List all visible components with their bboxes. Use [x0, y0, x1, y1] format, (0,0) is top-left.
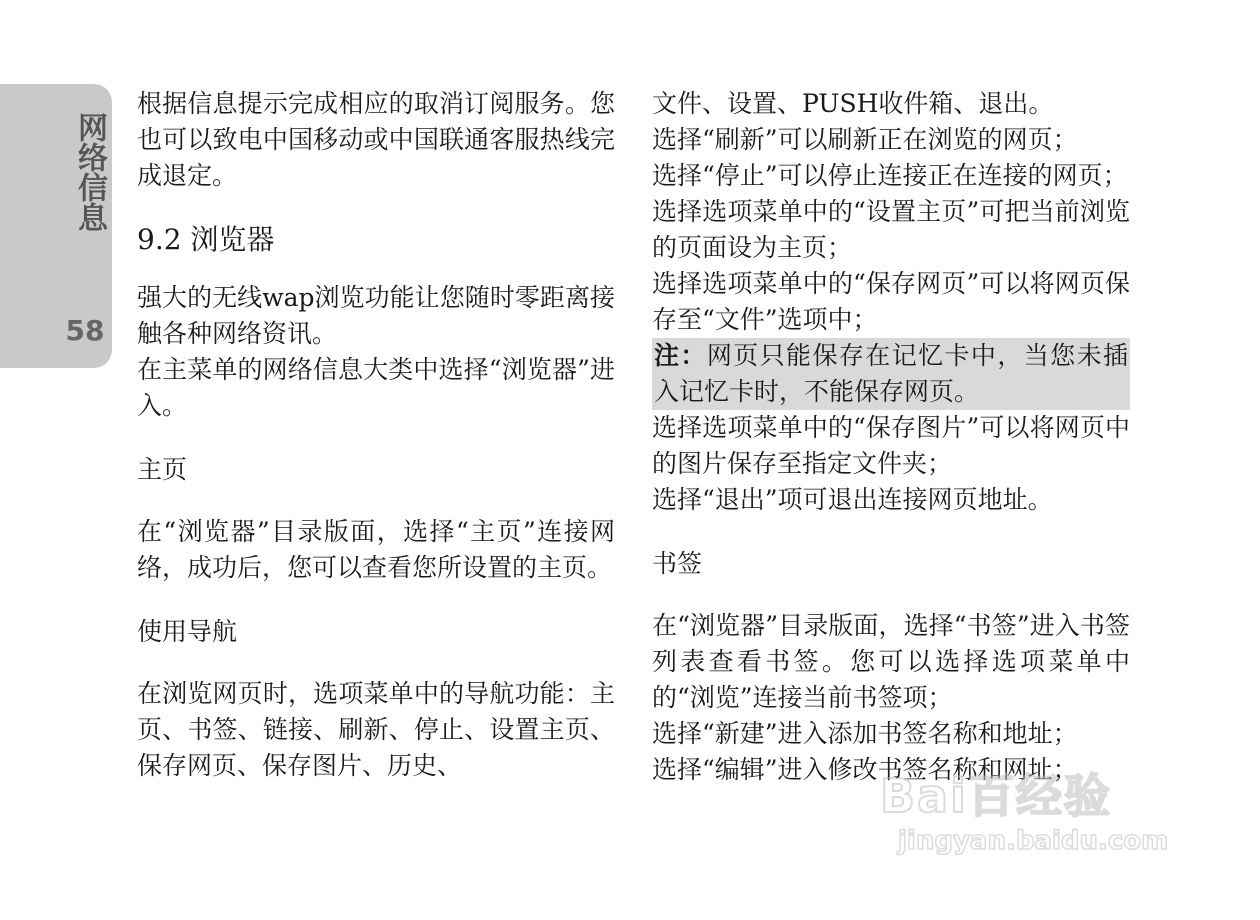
paragraph: 在浏览网页时，选项菜单中的导航功能：主页、书签、链接、刷新、停止、设置主页、保存网页、保存图片、历史、 — [137, 679, 615, 780]
paragraph: 在主菜单的网络信息大类中选择“浏览器”进入。 — [137, 355, 615, 420]
paragraph: 根据信息提示完成相应的取消订阅服务。您也可以致电中国移动或中国联通客服热线完成退定。 — [137, 89, 615, 190]
page-number: 58 — [65, 314, 105, 347]
paragraph: 选择选项菜单中的“保存网页”可以将网页保存至“文件”选项中； — [652, 269, 1130, 334]
note-label: 注： — [654, 341, 707, 370]
watermark-logo: Bai百经验 — [880, 769, 1112, 823]
subheading-bookmarks: 书签 — [652, 549, 703, 578]
subheading-home: 主页 — [137, 455, 188, 484]
note-text: 网页只能保存在记忆卡中，当您未插入记忆卡时，不能保存网页。 — [654, 341, 1128, 406]
paragraph: 选择选项菜单中的“保存图片”可以将网页中的图片保存至指定文件夹； — [652, 413, 1130, 478]
paragraph: 文件、设置、PUSH收件箱、退出。 — [652, 89, 1054, 118]
paragraph: 强大的无线wap浏览功能让您随时零距离接触各种网络资讯。 — [137, 283, 615, 348]
paragraph: 选择“编辑”进入修改书签名称和网址； — [652, 755, 1078, 784]
chapter-label: 网络信息 — [72, 112, 107, 232]
chapter-side-tab — [0, 84, 112, 368]
subheading-navigation: 使用导航 — [137, 617, 238, 646]
baidu-jingyan-watermark — [820, 760, 1200, 870]
paragraph: 在“浏览器”目录版面，选择“书签”进入书签列表查看书签。您可以选择选项菜单中的“浏览”连接当前书签项； — [652, 611, 1130, 712]
paragraph: 选择“刷新”可以刷新正在浏览的网页； — [652, 125, 1078, 154]
paragraph: 在“浏览器”目录版面，选择“主页”连接网络，成功后，您可以查看您所设置的主页。 — [137, 517, 615, 582]
right-column — [652, 86, 1130, 788]
watermark-url: jingyan.baidu.com — [898, 826, 1169, 856]
section-heading: 9.2 浏览器 — [137, 223, 275, 256]
note-box — [652, 338, 1130, 410]
left-column — [137, 86, 615, 784]
paragraph: 选择“退出”项可退出连接网页地址。 — [652, 485, 1053, 514]
paragraph: 选择选项菜单中的“设置主页”可把当前浏览的页面设为主页； — [652, 197, 1130, 262]
paragraph: 选择“停止”可以停止连接正在连接的网页； — [652, 161, 1128, 190]
paragraph: 选择“新建”进入添加书签名称和地址； — [652, 719, 1078, 748]
